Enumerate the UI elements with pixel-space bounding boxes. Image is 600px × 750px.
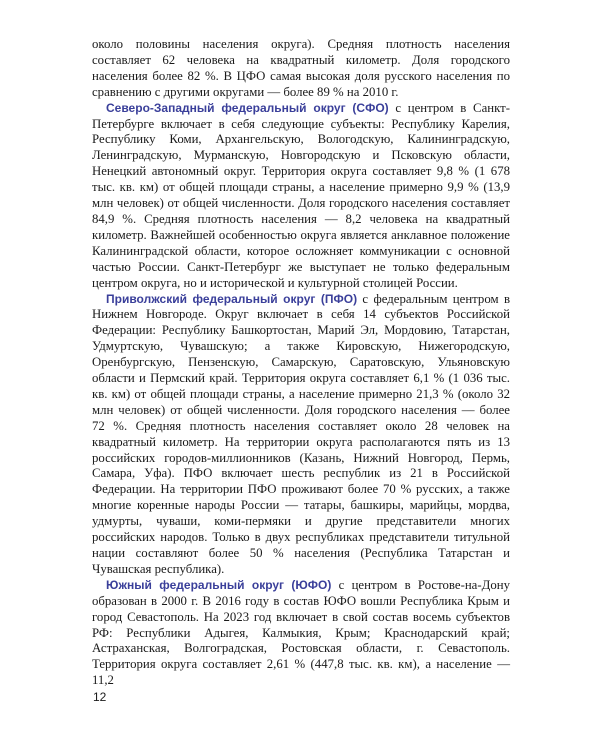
page-number: 12: [93, 690, 107, 704]
paragraph-szfo: [92, 101, 510, 292]
paragraph-text: с центром в Санкт-Петербурге включает в себя следующие субъекты: Республику Карелия, Республику Коми, Архангельскую, Вологодскую, Калининградскую, Ленинградскую, Мурманскую, Новгородскую и Псковскую области, Ненецкий автономный округ. Территория округа составляет 9,8 % (1 678 тыс. кв. км) от общей площади страны, а население примерно 9,9 % (13,9 млн человек) от общей численности. Доля городского населения составляет 84,9 %. Средняя плотность населения — 8,2 человека на квадратный километр. Важнейшей особенностью округа является анклавное положение Калининградской области, которое осложняет коммуникации с основной частью России. Санкт-Петербург же выступает не только федеральным центром округа, но и исторической и культурной столицей России.: [92, 100, 510, 290]
paragraph-text: около половины населения округа). Средняя плотность населения составляет 62 человека на квадратный километр. Доля городского населения более 82 %. В ЦФО самая высокая доля русского населения по сравнению с другими округами — более 89 % на 2010 г.: [92, 37, 510, 99]
region-heading-pfo: Приволжский федеральный округ (ПФО): [106, 291, 358, 306]
paragraph-text: с центром в Ростове-на-Дону образован в 2000 г. В 2016 году в состав ЮФО вошли Республика Крым и город Севастополь. На 2023 год включает в свой состав восемь субъектов РФ: Республики Адыгея, Калмыкия, Крым; Краснодарский край; Астраханская, Волгоградская, Ростовская области, г. Севастополь. Территория округа составляет 2,61 % (447,8 тыс. кв. км), а население — 11,2: [92, 577, 510, 688]
paragraph-text: с федеральным центром в Нижнем Новгороде. Округ включает в себя 14 субъектов Российской Федерации: Республику Башкортостан, Марий Эл, Мордовию, Татарстан, Удмуртскую, Чувашскую; а также Кировскую, Нижегородскую, Оренбургскую, Пензенскую, Самарскую, Саратовскую, Ульяновскую области и Пермский край. Территория округа составляет 6,1 % (1 036 тыс. кв. км) от общей площади страны, а население примерно 21,3 % (около 32 млн человек) от общей численности. Доля городского населения — более 72 %. Средняя плотность населения составляет около 28 человек на квадратный километр. На территории округа располагаются пять из 13 российских городов-миллионников (Казань, Нижний Новгород, Пермь, Самара, Уфа). ПФО включает шесть республик из 21 в Российской Федерации. На территории ПФО проживают более 70 % русских, а также многие коренные народы России — татары, башкиры, марийцы, мордва, удмурты, чуваши, коми-пермяки и другие представители многих российских народов. Только в двух республиках представители титульной нации составляют более 50 % населения (Республика Татарстан и Чувашская республика).: [92, 291, 510, 576]
paragraph-pfo: [92, 292, 510, 578]
paragraph-cfo-continued: [92, 37, 510, 101]
document-page: [92, 37, 510, 689]
region-heading-yufo: Южный федеральный округ (ЮФО): [106, 577, 332, 592]
paragraph-yufo: [92, 578, 510, 689]
region-heading-szfo: Северо-Западный федеральный округ (СФО): [106, 100, 389, 115]
